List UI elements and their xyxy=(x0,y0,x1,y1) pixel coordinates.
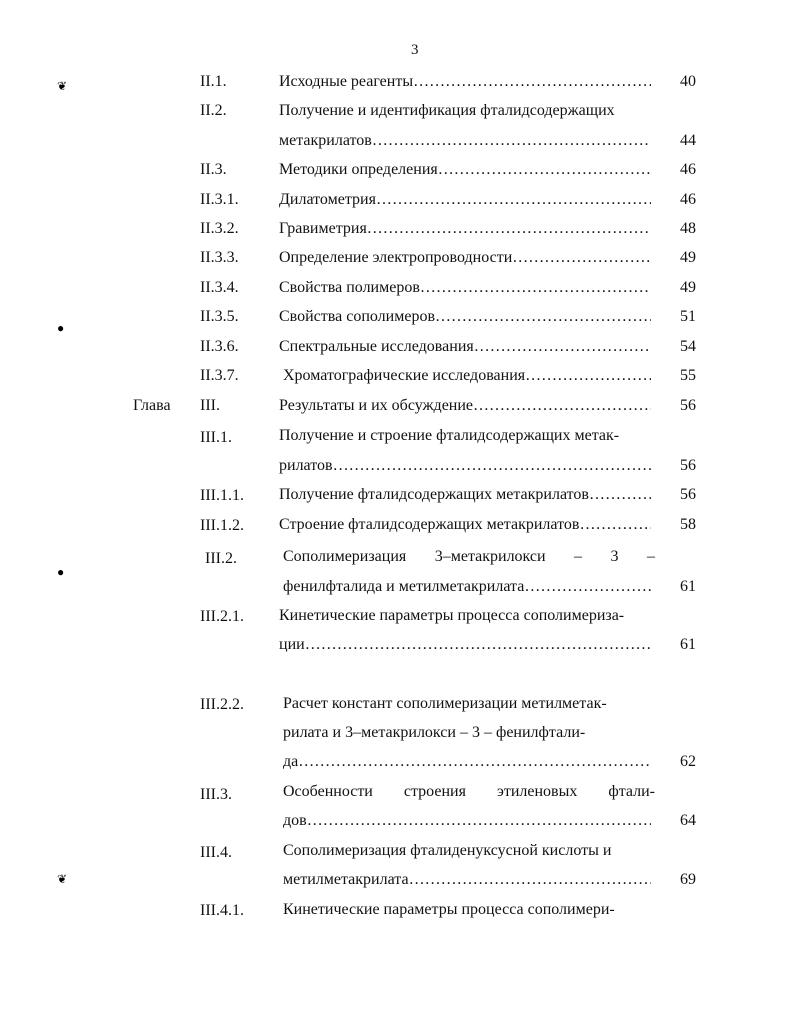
toc-entry-number: II.3.5. xyxy=(200,308,239,325)
toc-entry-page: 56 xyxy=(680,397,696,414)
toc-entry-number: II.3.7. xyxy=(200,367,239,384)
toc-entry-title: Сополимеризация фталиденуксусной кислоты и xyxy=(283,842,612,859)
toc-entry-page: 56 xyxy=(680,457,696,474)
toc-entry-number: III.4.1. xyxy=(200,902,244,919)
toc-entry-page: 58 xyxy=(680,516,696,533)
toc-entry-page: 54 xyxy=(680,338,696,355)
chapter-label: Глава xyxy=(133,397,171,414)
title-word: Особенности xyxy=(283,783,373,800)
toc-entry-page: 56 xyxy=(680,486,696,503)
toc-entry-title: Строение фталидсодержащих метакрилатов …………………………………………………………………………………………… xyxy=(279,515,651,535)
toc-entry-title xyxy=(283,782,655,802)
toc-entry-title: Расчет констант сополимеризации метилметак- xyxy=(283,695,607,712)
toc-entry-title: Получение и строение фталидсодержащих метак- xyxy=(279,427,620,444)
toc-entry-number: II.3.3. xyxy=(200,249,239,266)
toc-entry-page: 44 xyxy=(680,132,696,149)
chapter-number: III. xyxy=(200,397,220,414)
toc-entry-title xyxy=(283,547,655,567)
title-word: Сополимеризация xyxy=(283,548,407,565)
toc-entry-title: Свойства полимеров …………………………………………………………………………………………… xyxy=(279,278,651,298)
title-word: – xyxy=(574,548,583,565)
title-word: – xyxy=(646,548,655,565)
toc-entry-page: 49 xyxy=(680,249,696,266)
toc-entry-title: Получение фталидсодержащих метакрилатов …………………………………………………………………………………………… xyxy=(279,485,651,505)
toc-entry-page: 61 xyxy=(680,636,696,653)
title-word: 3 xyxy=(610,548,619,565)
toc-entry-title-cont: рилатов …………………………………………………………………………………………… xyxy=(279,456,651,476)
toc-entry-title-cont: фенилфталида и метилметакрилата …………………………………………………………………………………………… xyxy=(283,577,651,597)
toc-entry-number: III.2.1. xyxy=(200,608,244,625)
toc-entry-title: Хроматографические исследования …………………………………………………………………………………………… xyxy=(283,366,651,386)
toc-entry-title: Кинетические параметры процесса сополимери- xyxy=(283,901,615,918)
toc-entry-number: III.1.2. xyxy=(200,517,244,534)
toc-entry-title-cont: ции …………………………………………………………………………………………… xyxy=(279,635,651,655)
toc-entry-title: Определение электропроводности …………………………………………………………………………………………… xyxy=(279,248,651,268)
toc-entry-number: II.1. xyxy=(200,73,227,90)
toc-entry-number: II.3. xyxy=(200,161,227,178)
toc-entry-number: III.1.1. xyxy=(200,487,244,504)
toc-entry-title: Кинетические параметры процесса сополимериза- xyxy=(279,607,625,624)
toc-entry-title-cont: метилметакрилата …………………………………………………………………………………………… xyxy=(283,870,651,890)
title-word: этиленовых xyxy=(496,783,578,800)
toc-entry-number: III.1. xyxy=(200,429,232,446)
toc-entry-page: 46 xyxy=(680,161,696,178)
title-word: 3–метакрилокси xyxy=(434,548,546,565)
toc-entry-title-cont: рилата и 3–метакрилокси – 3 – фенилфтали- xyxy=(283,724,586,741)
toc-entry-page: 64 xyxy=(680,812,696,829)
toc-entry-title: Результаты и их обсуждение …………………………………………………………………………………………… xyxy=(279,396,651,416)
margin-mark-2: ● xyxy=(57,321,65,335)
toc-entry-title-cont: дов …………………………………………………………………………………………… xyxy=(283,811,651,831)
toc-entry-number: III.4. xyxy=(200,844,232,861)
toc-entry-title: Спектральные исследования …………………………………………………………………………………………… xyxy=(279,337,651,357)
toc-entry-title-cont: да …………………………………………………………………………………………… xyxy=(283,752,651,772)
page-number: 3 xyxy=(411,42,419,58)
toc-entry-page: 55 xyxy=(680,367,696,384)
toc-entry-page: 46 xyxy=(680,191,696,208)
margin-mark-1: ❦ xyxy=(57,79,68,93)
toc-entry-title-cont: метакрилатов …………………………………………………………………………………………… xyxy=(279,131,651,151)
toc-entry-title: Свойства сополимеров …………………………………………………………………………………………… xyxy=(279,307,651,327)
toc-entry-number: III.2.2. xyxy=(200,696,244,713)
toc-entry-number: II.3.1. xyxy=(200,191,239,208)
toc-entry-page: 48 xyxy=(680,220,696,237)
toc-entry-page: 61 xyxy=(680,578,696,595)
margin-mark-4: ❦ xyxy=(57,872,68,886)
title-word: строения xyxy=(403,783,466,800)
toc-entry-page: 69 xyxy=(680,871,696,888)
toc-entry-page: 49 xyxy=(680,279,696,296)
toc-entry-title: Получение и идентификация фталидсодержащих xyxy=(279,102,615,119)
title-word: фтали- xyxy=(608,783,655,800)
toc-entry-number: II.3.2. xyxy=(200,220,239,237)
toc-entry-title: Исходные реагенты …………………………………………………………………………………………… xyxy=(279,72,651,92)
toc-entry-title: Дилатометрия …………………………………………………………………………………………… xyxy=(279,190,651,210)
toc-entry-number: II.3.4. xyxy=(200,279,239,296)
toc-entry-title: Гравиметрия …………………………………………………………………………………………… xyxy=(279,219,651,239)
toc-entry-page: 51 xyxy=(680,308,696,325)
toc-entry-page: 40 xyxy=(680,73,696,90)
margin-mark-3: ● xyxy=(57,565,65,579)
toc-entry-number: II.2. xyxy=(200,102,227,119)
toc-entry-number: III.2. xyxy=(205,550,237,567)
toc-entry-number: III.3. xyxy=(200,786,232,803)
toc-entry-title: Методики определения …………………………………………………………………………………………… xyxy=(279,160,651,180)
toc-entry-number: II.3.6. xyxy=(200,338,239,355)
toc-entry-page: 62 xyxy=(680,753,696,770)
